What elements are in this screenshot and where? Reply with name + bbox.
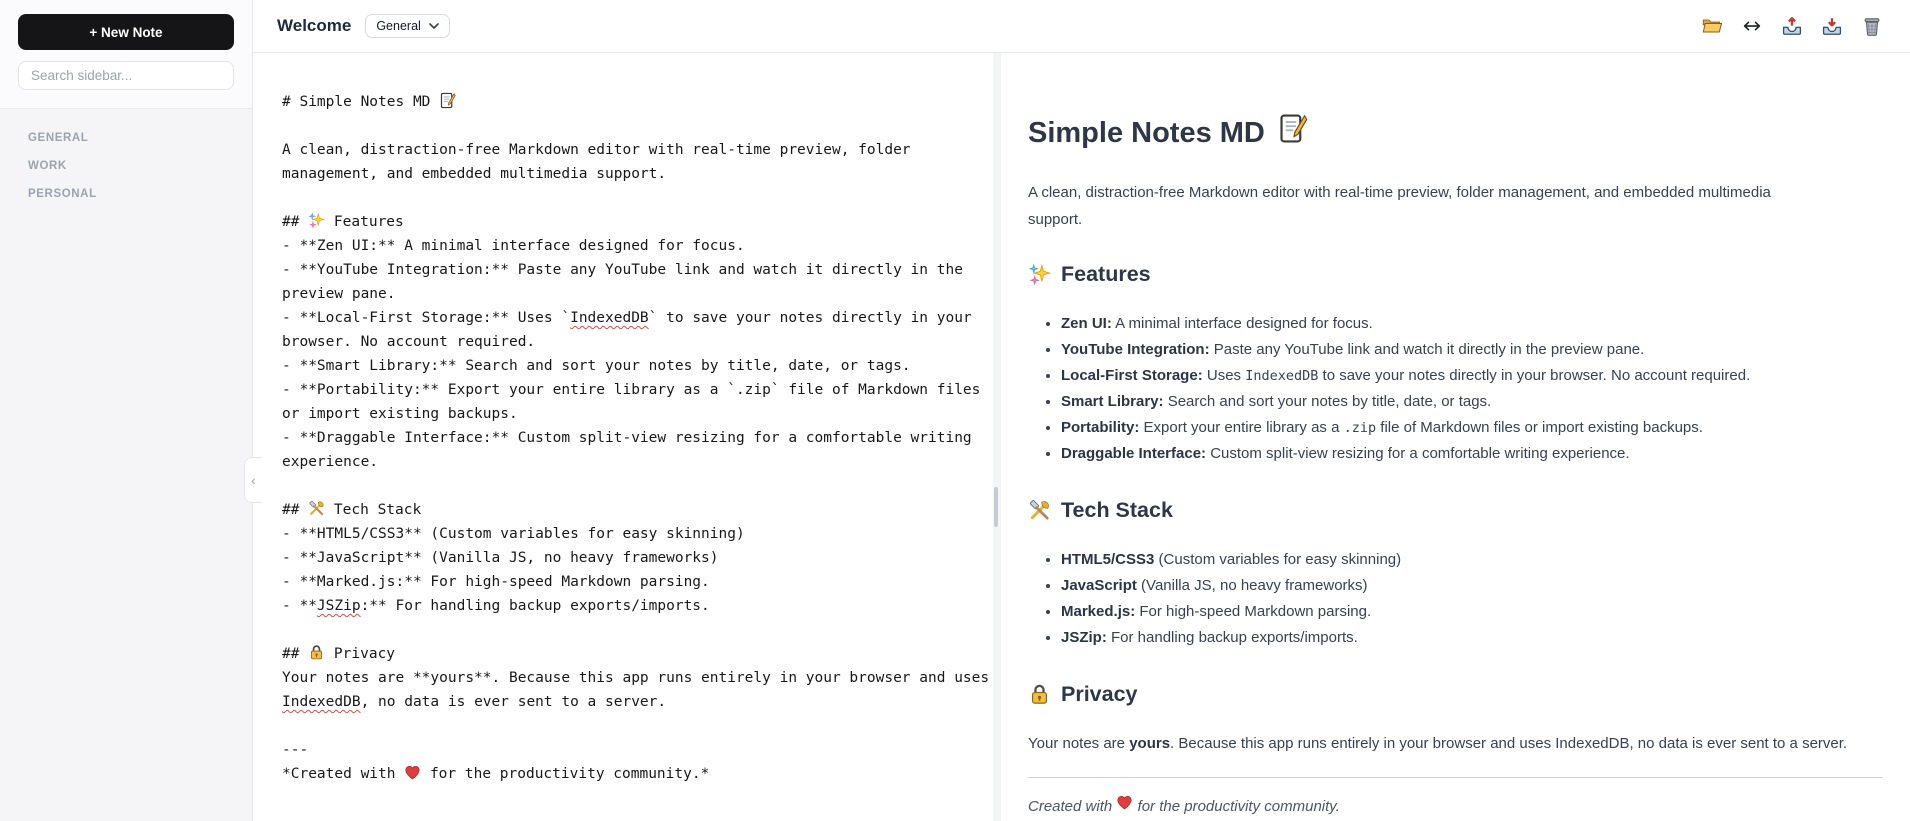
editor-line	[282, 114, 993, 138]
markdown-editor[interactable]	[253, 53, 993, 821]
editor-line: experience.	[282, 454, 379, 470]
tools-icon	[1028, 499, 1051, 522]
sidebar-folder-work[interactable]: WORK	[28, 160, 67, 172]
preview-section-features	[1028, 259, 1910, 467]
preview-list	[1028, 547, 1910, 651]
preview-title-icon-slot	[1277, 113, 1308, 153]
import-tray-button[interactable]	[1820, 14, 1844, 38]
divider	[1028, 777, 1883, 778]
preview-bullet: • Portability: Export your entire library as a .zip file of Markdown files or import existing backups.	[1061, 415, 1910, 441]
sidebar-search-input[interactable]	[18, 61, 234, 90]
editor-line: - **Draggable Interface:** Custom split-view resizing for a comfortable writing	[282, 430, 972, 446]
left-right-arrow-icon	[1741, 15, 1763, 37]
preview-bullet: • JavaScript (Vanilla JS, no heavy frameworks)	[1061, 573, 1910, 599]
lock-icon	[308, 642, 325, 666]
tools-icon	[308, 498, 325, 522]
left-right-arrow-button[interactable]	[1740, 14, 1764, 38]
editor-line: ## Privacy	[282, 642, 993, 666]
preview-heading: Tech Stack	[1028, 495, 1910, 525]
main-area	[253, 0, 1910, 821]
editor-line: browser. No account required.	[282, 334, 536, 350]
preview-bullet: • Marked.js: For high-speed Markdown parsing.	[1061, 599, 1910, 625]
topbar	[253, 0, 1910, 53]
sidebar-folder-general[interactable]: GENERAL	[28, 132, 89, 144]
toolbar	[1700, 14, 1884, 38]
preview-heading: Features	[1028, 259, 1910, 289]
editor-line: - **Marked.js:** For high-speed Markdown parsing.	[282, 574, 710, 590]
preview-bullet: • Smart Library: Search and sort your notes by title, date, or tags.	[1061, 389, 1910, 415]
folder-list	[0, 109, 252, 225]
editor-line: - **JavaScript** (Vanilla JS, no heavy frameworks)	[282, 550, 719, 566]
editor-line: ## Tech Stack	[282, 498, 993, 522]
preview-list	[1028, 311, 1910, 467]
preview-bullet: • Local-First Storage: Uses IndexedDB to save your notes directly in your browser. No account required.	[1061, 363, 1910, 389]
heart-icon	[1116, 794, 1133, 811]
preview-title-text: Simple Notes MD	[1028, 117, 1265, 149]
editor-line: - **YouTube Integration:** Paste any YouTube link and watch it directly in the	[282, 262, 963, 278]
preview-bullet: • Zen UI: A minimal interface designed for focus.	[1061, 311, 1910, 337]
editor-line: - **Local-First Storage:** Uses `IndexedDB` to save your notes directly in your	[282, 310, 972, 326]
folder-select-value: General	[376, 19, 421, 33]
preview-bullet: • HTML5/CSS3 (Custom variables for easy skinning)	[1061, 547, 1910, 573]
sidebar-top	[0, 0, 252, 109]
preview-bullet: • YouTube Integration: Paste any YouTube link and watch it directly in the preview pane.	[1061, 337, 1910, 363]
editor-line: preview pane.	[282, 286, 396, 302]
preview-title	[1028, 113, 1910, 153]
lock-icon	[1028, 683, 1051, 706]
preview-sections	[1028, 259, 1910, 757]
editor-line: ---	[282, 742, 309, 758]
folder-select[interactable]	[365, 14, 449, 38]
editor-line: management, and embedded multimedia support.	[282, 166, 667, 182]
editor-line: - **Zen UI:** A minimal interface designed for focus.	[282, 238, 745, 254]
export-tray-button[interactable]	[1780, 14, 1804, 38]
chevron-down-icon	[429, 23, 439, 29]
split-panes	[253, 53, 1910, 821]
editor-line: - **HTML5/CSS3** (Custom variables for easy skinning)	[282, 526, 745, 542]
editor-line: - **Portability:** Export your entire library as a `.zip` file of Markdown files	[282, 382, 981, 398]
sidebar	[0, 0, 253, 821]
open-folder-icon	[1701, 15, 1723, 37]
resizer-handle[interactable]	[994, 487, 998, 527]
editor-line: IndexedDB, no data is ever sent to a server.	[282, 694, 667, 710]
editor-line: # Simple Notes MD	[282, 90, 993, 114]
export-tray-icon	[1781, 15, 1803, 37]
preview-bullet: • JSZip: For handling backup exports/imports.	[1061, 625, 1910, 651]
note-title: Welcome	[277, 16, 352, 35]
memo-icon	[439, 90, 456, 114]
editor-line: or import existing backups.	[282, 406, 518, 422]
import-tray-icon	[1821, 15, 1843, 37]
editor-line: - **Smart Library:** Search and sort your notes by title, date, or tags.	[282, 358, 911, 374]
sparkles-icon	[308, 210, 325, 234]
preview-section-tech-stack	[1028, 495, 1910, 651]
editor-line: *Created with for the productivity community.*	[282, 762, 993, 786]
editor-line	[282, 474, 993, 498]
editor-line: ## Features	[282, 210, 993, 234]
split-resizer[interactable]	[993, 53, 1001, 821]
editor-line	[282, 618, 993, 642]
trash-button[interactable]	[1860, 14, 1884, 38]
preview-intro: A clean, distraction-free Markdown editor with real-time preview, folder management, and embedded multimedia support.	[1028, 184, 1771, 228]
editor-line	[282, 186, 993, 210]
editor-line: Your notes are **yours**. Because this app runs entirely in your browser and uses	[282, 670, 990, 686]
preview-section-privacy	[1028, 679, 1910, 757]
markdown-preview	[1001, 53, 1910, 821]
sidebar-collapse-button[interactable]	[244, 457, 262, 503]
editor-line: - **JSZip:** For handling backup exports/imports.	[282, 598, 710, 614]
open-folder-button[interactable]	[1700, 14, 1724, 38]
heart-icon	[404, 762, 421, 786]
preview-footer: Created with for the productivity community.	[1028, 794, 1910, 819]
editor-line	[282, 714, 993, 738]
sidebar-folder-personal[interactable]: PERSONAL	[28, 188, 97, 200]
preview-bullet: • Draggable Interface: Custom split-view resizing for a comfortable writing experience.	[1061, 441, 1910, 467]
trash-icon	[1861, 15, 1883, 37]
sparkles-icon	[1028, 263, 1051, 286]
memo-icon	[1277, 113, 1308, 144]
preview-paragraph: Your notes are yours. Because this app runs entirely in your browser and uses IndexedDB, no data is ever sent to a server.	[1028, 735, 1848, 752]
preview-heading: Privacy	[1028, 679, 1910, 709]
chevron-left-icon: ‹	[251, 472, 256, 488]
new-note-button[interactable]: + New Note	[18, 14, 234, 50]
editor-content[interactable]	[282, 90, 993, 786]
editor-line: A clean, distraction-free Markdown editor with real-time preview, folder	[282, 142, 911, 158]
